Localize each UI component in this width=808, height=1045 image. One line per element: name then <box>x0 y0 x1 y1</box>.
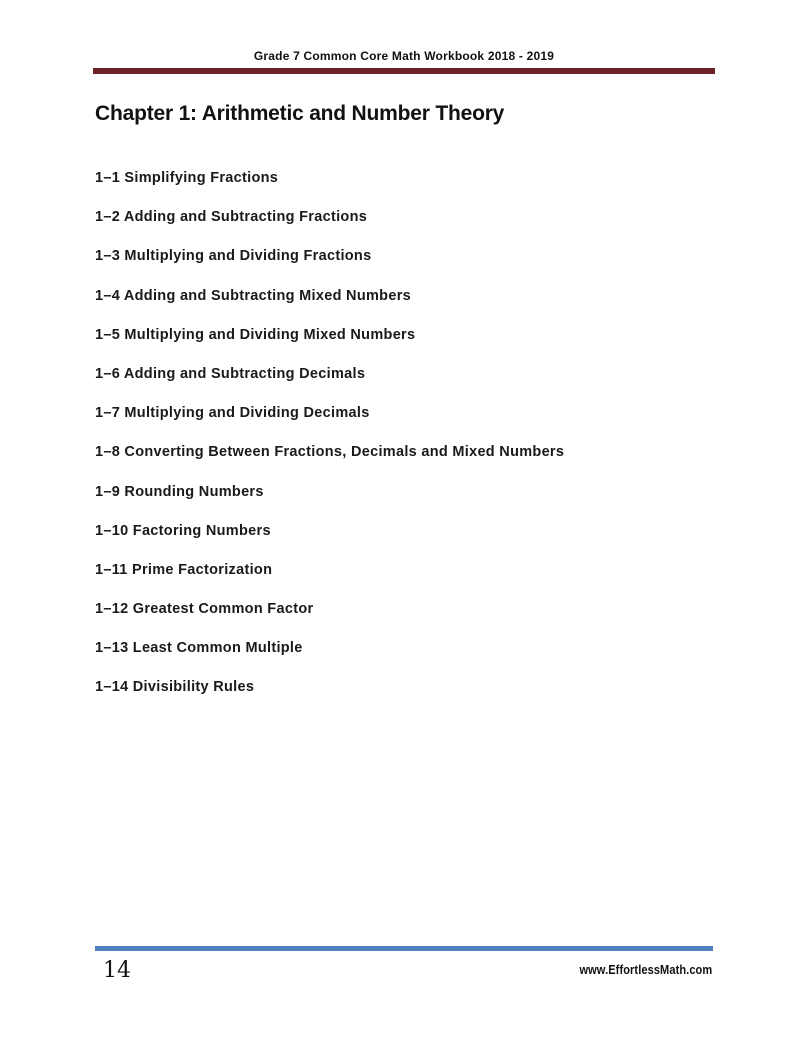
chapter-title: Chapter 1: Arithmetic and Number Theory <box>95 102 505 125</box>
section-item: 1–11 Prime Factorization <box>95 561 273 578</box>
section-item: 1–14 Divisibility Rules <box>95 679 255 696</box>
section-item: 1–7 Multiplying and Dividing Decimals <box>95 405 370 422</box>
section-item: 1–8 Converting Between Fractions, Decimals and Mixed Numbers <box>95 444 565 461</box>
section-item: 1–12 Greatest Common Factor <box>95 601 314 618</box>
section-list <box>95 170 564 719</box>
section-item: 1–5 Multiplying and Dividing Mixed Numbers <box>95 326 416 343</box>
footer-rule <box>95 946 713 951</box>
header-rule <box>93 68 715 74</box>
section-item: 1–13 Least Common Multiple <box>95 640 303 657</box>
website-url: www.EffortlessMath.com <box>579 962 712 977</box>
page-number: 14 <box>103 958 131 983</box>
section-item: 1–6 Adding and Subtracting Decimals <box>95 365 366 382</box>
section-item: 1–4 Adding and Subtracting Mixed Numbers <box>95 287 412 304</box>
section-item: 1–9 Rounding Numbers <box>95 483 264 500</box>
running-header: Grade 7 Common Core Math Workbook 2018 - 2019 <box>253 49 555 63</box>
section-item: 1–10 Factoring Numbers <box>95 522 271 539</box>
section-item: 1–3 Multiplying and Dividing Fractions <box>95 248 372 265</box>
section-item: 1–2 Adding and Subtracting Fractions <box>95 209 368 226</box>
section-item: 1–1 Simplifying Fractions <box>95 170 279 186</box>
